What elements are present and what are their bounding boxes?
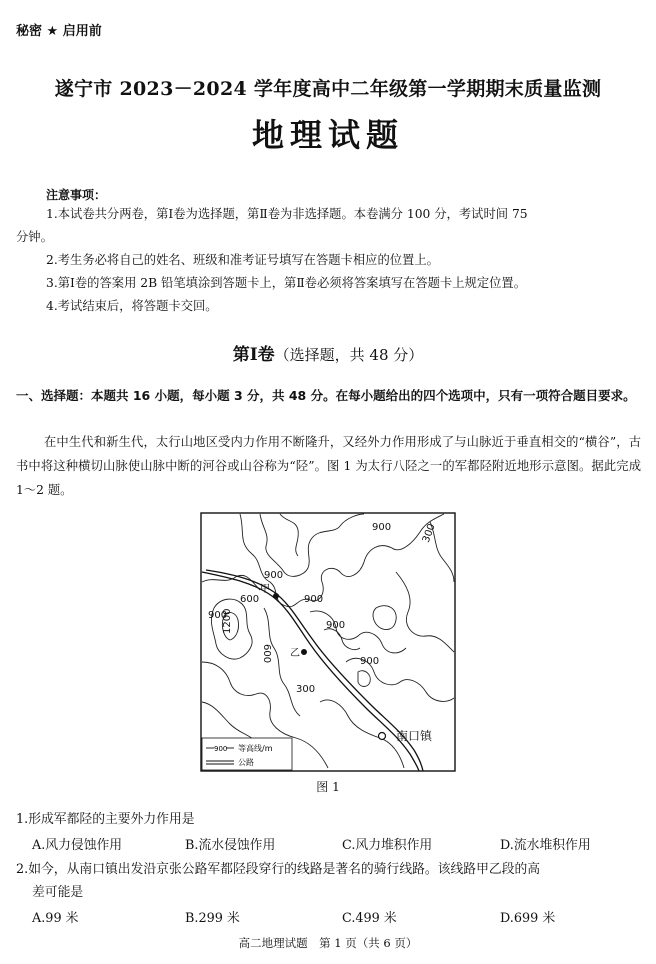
question-2-option-a: A.99 米 [32, 911, 79, 926]
map-legend [202, 738, 292, 770]
question-1-option-d: D.流水堆积作用 [500, 838, 591, 853]
contour-label: 900 [360, 656, 380, 667]
question-2-stem-line2: 差可能是 [32, 885, 84, 900]
legend-contour-value: 900 [214, 745, 228, 753]
contour-label: 900 [208, 610, 228, 621]
question-1-stem: 1.形成军都陉的主要外力作用是 [16, 812, 195, 827]
question-1-option-b: B.流水侵蚀作用 [185, 838, 276, 853]
legend-contour-label: 等高线/m [238, 744, 273, 753]
note-item: 3.第Ⅰ卷的答案用 2B 铅笔填涂到答题卡上，第Ⅱ卷必须将答案填写在答题卡上规定位置。 [46, 276, 527, 290]
exam-title: 遂宁市 2023－2024 学年度高中二年级第一学期期末质量监测 [54, 78, 602, 100]
page-footer: 高二地理试题 第 1 页（共 6 页） [238, 936, 418, 950]
map-label-town: 南口镇 [396, 729, 433, 743]
contour-label: 300 [420, 522, 438, 545]
secret-label: 秘密 ★ 启用前 [16, 24, 102, 39]
contour-label: 900 [326, 620, 346, 631]
point-jia-marker [273, 593, 279, 599]
legend-road-label: 公路 [238, 758, 254, 767]
note-item: 4.考试结束后，将答题卡交回。 [46, 299, 218, 313]
contour-label: 900 [264, 570, 284, 581]
note-item: 1.本试卷共分两卷，第Ⅰ卷为选择题，第Ⅱ卷为非选择题。本卷满分 100 分，考试时间 75 [46, 207, 528, 221]
notes-heading: 注意事项： [46, 188, 107, 202]
point-yi-marker [301, 649, 307, 655]
contour-label: 600 [261, 644, 272, 664]
question-2-option-c: C.499 米 [342, 911, 397, 926]
map-label-jia: 甲 [260, 584, 270, 595]
question-2-option-d: D.699 米 [500, 911, 556, 926]
note-item: 分钟。 [16, 230, 53, 244]
map-label-yi: 乙 [290, 648, 300, 659]
contour-label: 300 [296, 684, 316, 695]
question-1-option-c: C.风力堆积作用 [342, 838, 433, 853]
section-title: 第Ⅰ卷 [232, 345, 275, 365]
note-item: 2.考生务必将自己的姓名、班级和准考证号填写在答题卡相应的位置上。 [46, 253, 439, 267]
question-2-option-b: B.299 米 [185, 911, 240, 926]
question-1-option-a: A.风力侵蚀作用 [32, 838, 123, 853]
section-subtitle: （选择题，共 48 分） [274, 346, 424, 364]
contour-label: 600 [240, 594, 260, 605]
terrain-map [200, 512, 456, 774]
choice-instructions: 一、选择题：本题共 16 小题，每小题 3 分，共 48 分。在每小题给出的四个选项中，只有一项符合题目要求。 [16, 388, 636, 403]
contour-label: 900 [372, 522, 392, 533]
contour-label: 1200 [222, 608, 233, 634]
figure-caption: 图 1 [316, 780, 340, 794]
section-heading [0, 340, 656, 365]
subject-title: 地理试题 [251, 116, 404, 154]
question-stem-passage: 在中生代和新生代，太行山地区受内力作用不断隆升，又经外力作用形成了与山脉近于垂直相交的“横谷”，古书中将这种横切山脉使山脉中断的河谷或山谷称为“陉”。图 1 为太行八陉之一的军都陉附近地形示意图。据此完成 1～2 题。 [16, 435, 641, 497]
town-marker [379, 733, 386, 740]
contour-label: 900 [304, 594, 324, 605]
question-2-stem-line1: 2.如今，从南口镇出发沿京张公路军都陉段穿行的线路是著名的骑行线路。该线路甲乙段的高 [16, 862, 541, 877]
